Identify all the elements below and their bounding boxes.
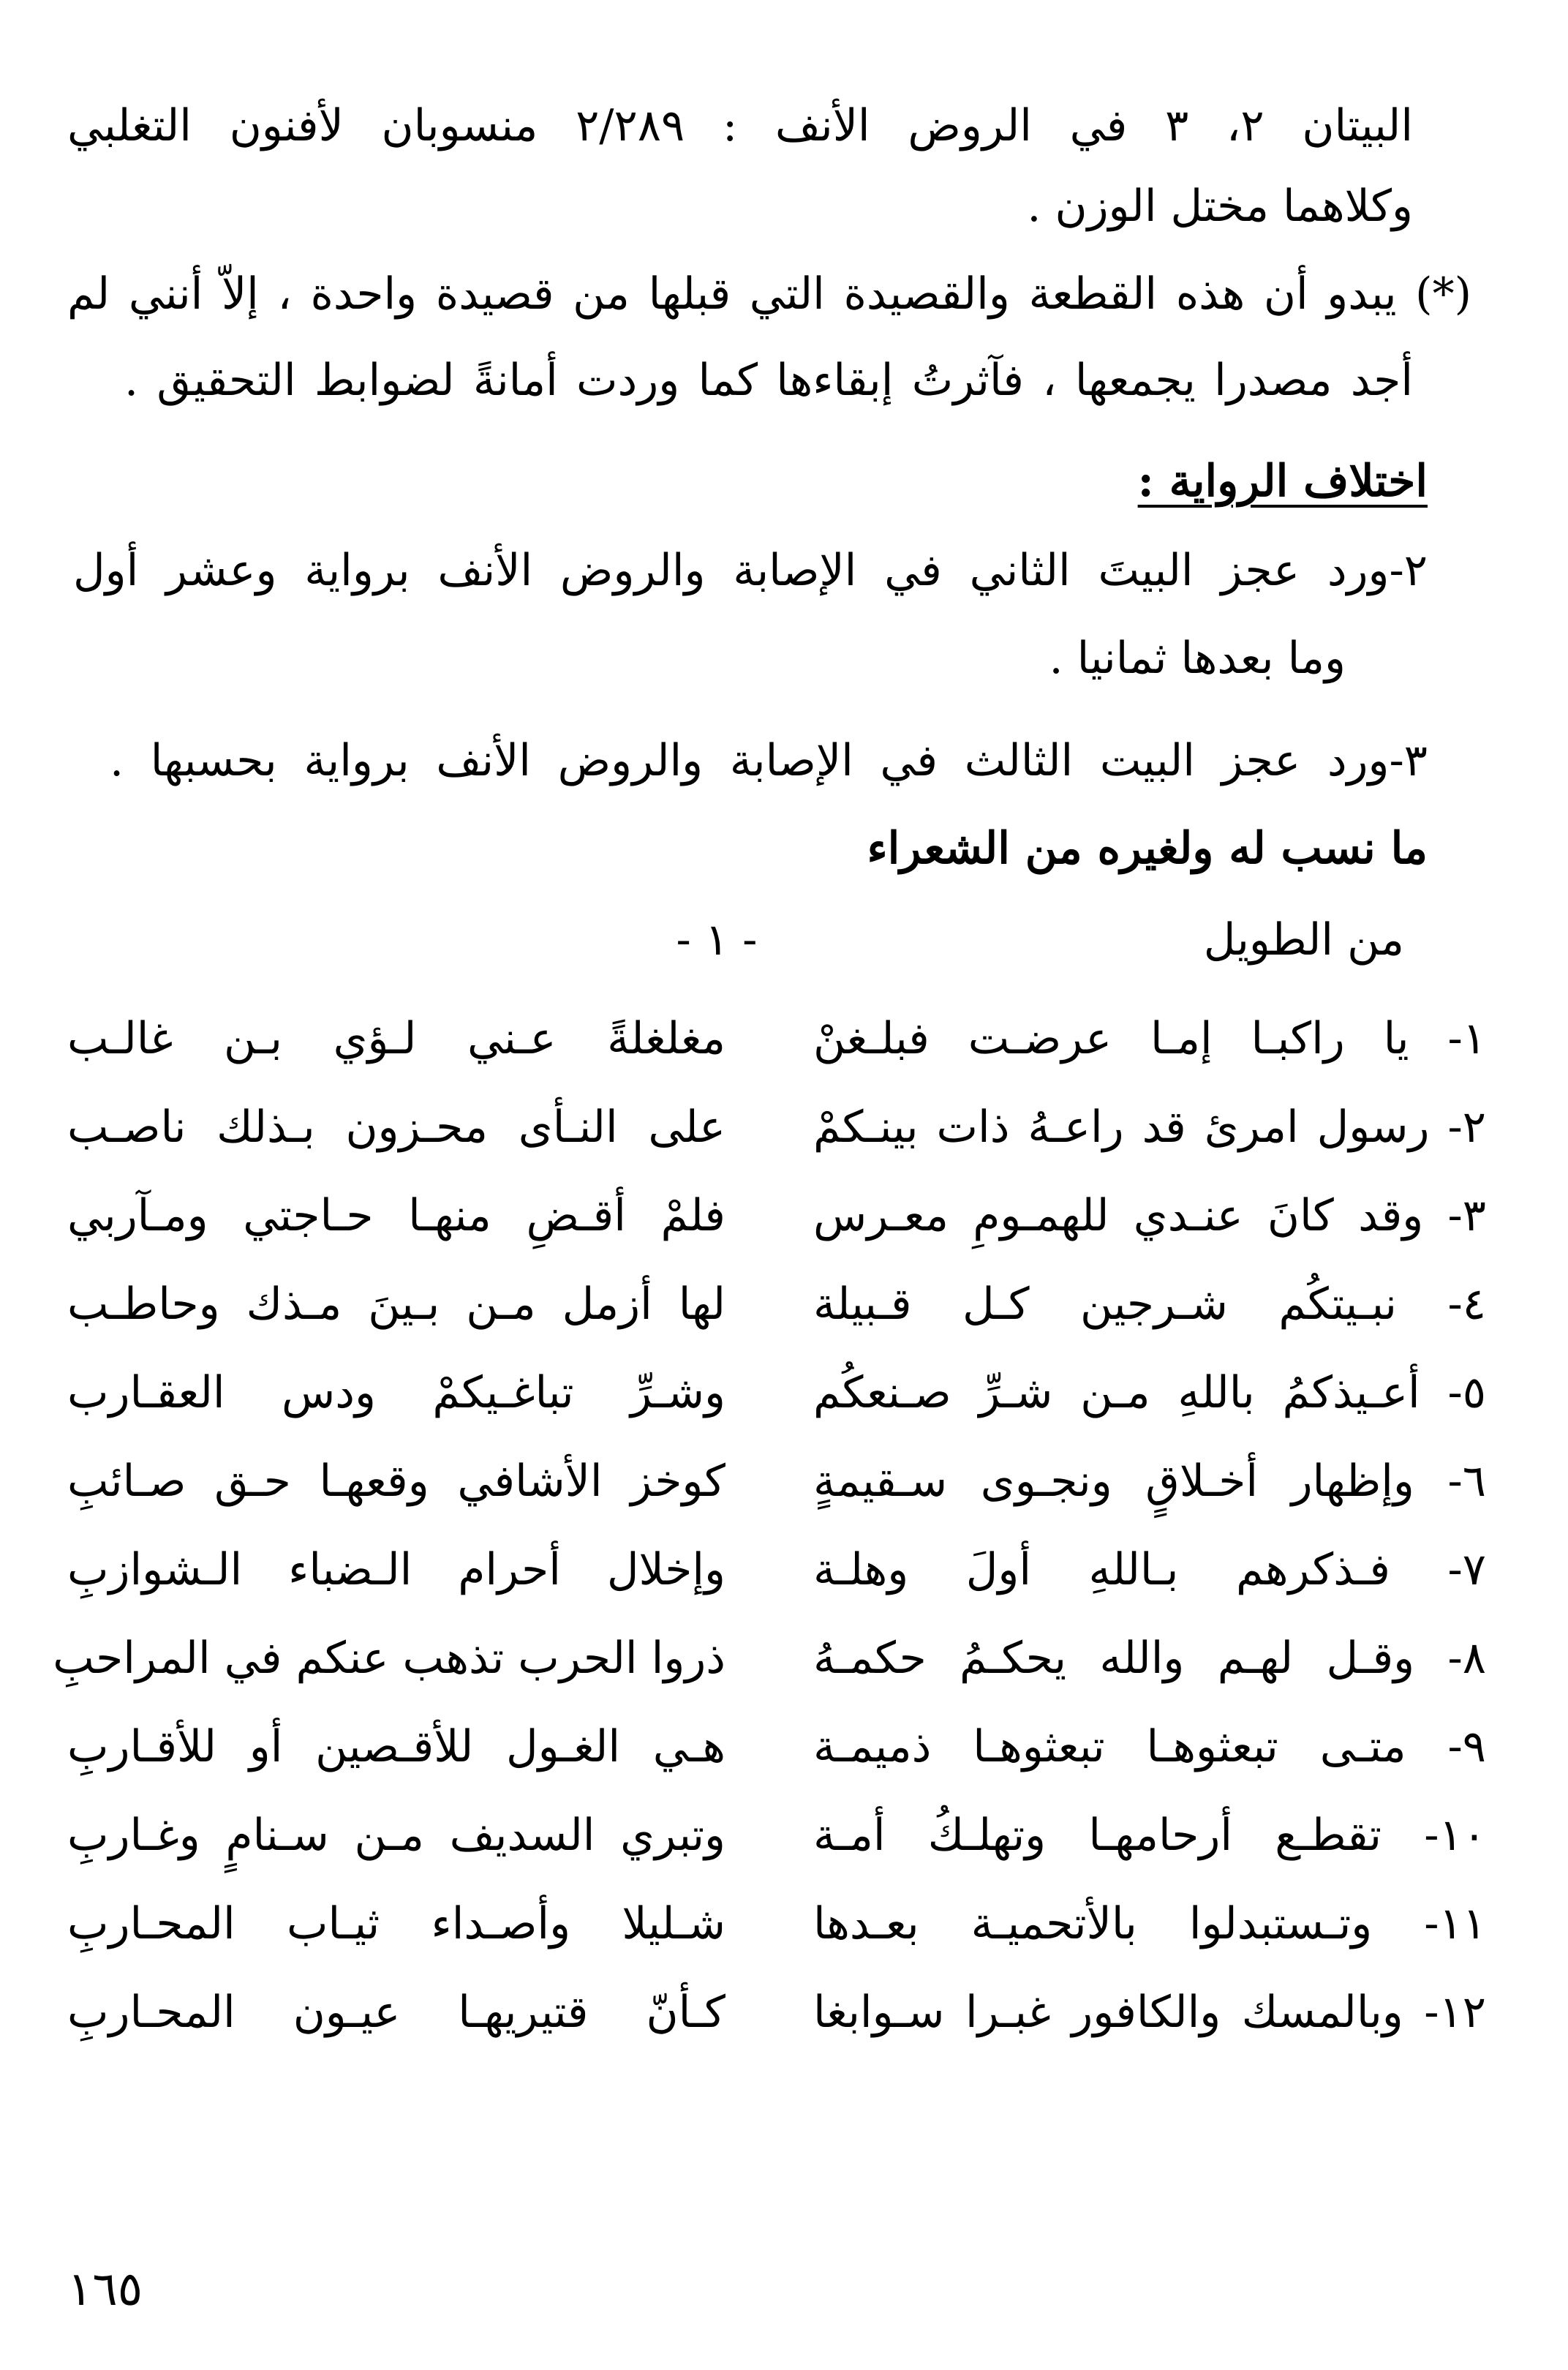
verse-6-sadr: ٦- وإظهار أخـلاقٍ ونجـوى سـقيمةٍ — [813, 1456, 1486, 1507]
verse-1-sadr: ١- يا راكبـا إمـا عرضـت فبلـغنْ — [813, 1013, 1486, 1064]
verse-6-ajuz: كوخز الأشافي وقعهـا حـق صـائبِ — [67, 1456, 725, 1507]
verse-5-ajuz: وشـرِّ تباغـيكمْ ودس العقـارب — [67, 1367, 725, 1418]
note-line-4: أجد مصدرا يجمعها ، فآثرتُ إبقاءها كما وردت أمانةً لضوابط التحقيق . — [124, 355, 1413, 406]
attributed-heading: ما نسب له ولغيره من الشعراء — [867, 823, 1428, 874]
poem-meter: من الطويل — [1203, 914, 1404, 966]
note-line-3: (*) يبدو أن هذه القطعة والقصيدة التي قبلها من قصيدة واحدة ، إلاّ أنني لم — [67, 268, 1471, 320]
verse-12-sadr: ١٢- وبالمسك والكافور غبـرا سـوابغا — [813, 1987, 1486, 2038]
verse-3-ajuz: فلمْ أقـضِ منهـا حـاجتي ومـآربي — [67, 1190, 725, 1241]
verse-12-ajuz: كـأنّ قتيريهـا عيـون المحـاربِ — [67, 1987, 725, 2038]
variants-heading: اختلاف الرواية : — [1137, 456, 1428, 507]
poem-number: - ١ - — [676, 914, 758, 966]
verse-2-sadr: ٢- رسول امرئ قد راعـهُ ذات بينـكمْ — [813, 1102, 1486, 1153]
variant-item-2-line-1: ٢-ورد عجز البيتَ الثاني في الإصابة والروض الأنف برواية وعشر أول — [73, 545, 1428, 596]
note-line-2: وكلاهما مختل الوزن . — [1027, 181, 1413, 232]
verse-1-ajuz: مغلغلةً عـني لـؤي بـن غالـب — [67, 1013, 725, 1064]
verse-10-sadr: ١٠- تقطـع أرحامهـا وتهلـكُ أمـة — [813, 1810, 1486, 1861]
verse-3-sadr: ٣- وقد كانَ عنـدي للهمـومِ معـرس — [813, 1190, 1486, 1241]
variant-item-2-line-2: وما بعدها ثمانيا . — [1049, 633, 1346, 684]
verse-4-sadr: ٤- نبـيتكُم شـرجين كـل قـبيلة — [813, 1279, 1486, 1330]
verse-11-ajuz: شـليلا وأصـداء ثيـاب المحـاربِ — [67, 1898, 725, 1949]
note-line-1: البيتان ٢، ٣ في الروض الأنف : ٢/٢٨٩ منسوبان لأفنون التغلبي — [67, 100, 1414, 151]
verse-7-ajuz: وإخلال أحرام الـضباء الـشوازبِ — [67, 1544, 725, 1595]
variant-item-3: ٣-ورد عجز البيت الثالث في الإصابة والروض الأنف برواية بحسبها . — [110, 735, 1428, 786]
verse-2-ajuz: على النـأى محـزون بـذلك ناصـب — [67, 1102, 725, 1153]
verse-11-sadr: ١١- وتـستبدلوا بالأتحميـة بعـدها — [813, 1898, 1486, 1949]
verse-8-ajuz: ذروا الحرب تذهب عنكم في المراحبِ — [53, 1633, 725, 1684]
verse-9-ajuz: هـي الغـول للأقـصين أو للأقـاربِ — [67, 1721, 725, 1772]
verse-7-sadr: ٧- فـذكرهم بـاللهِ أولَ وهلـة — [813, 1544, 1486, 1595]
verse-9-sadr: ٩- متـى تبعثوهـا تبعثوهـا ذميمـة — [813, 1721, 1486, 1772]
verse-5-sadr: ٥- أعـيذكمُ باللهِ مـن شـرِّ صـنعكُم — [813, 1367, 1486, 1418]
page-number: ١٦٥ — [67, 2262, 143, 2317]
verse-8-sadr: ٨- وقـل لهـم والله يحكـمُ حكمـهُ — [813, 1633, 1486, 1684]
verse-10-ajuz: وتبري السديف مـن سـنامٍ وغـاربِ — [67, 1810, 725, 1861]
verse-4-ajuz: لها أزمل مـن بـينَ مـذك وحاطـب — [67, 1279, 725, 1330]
